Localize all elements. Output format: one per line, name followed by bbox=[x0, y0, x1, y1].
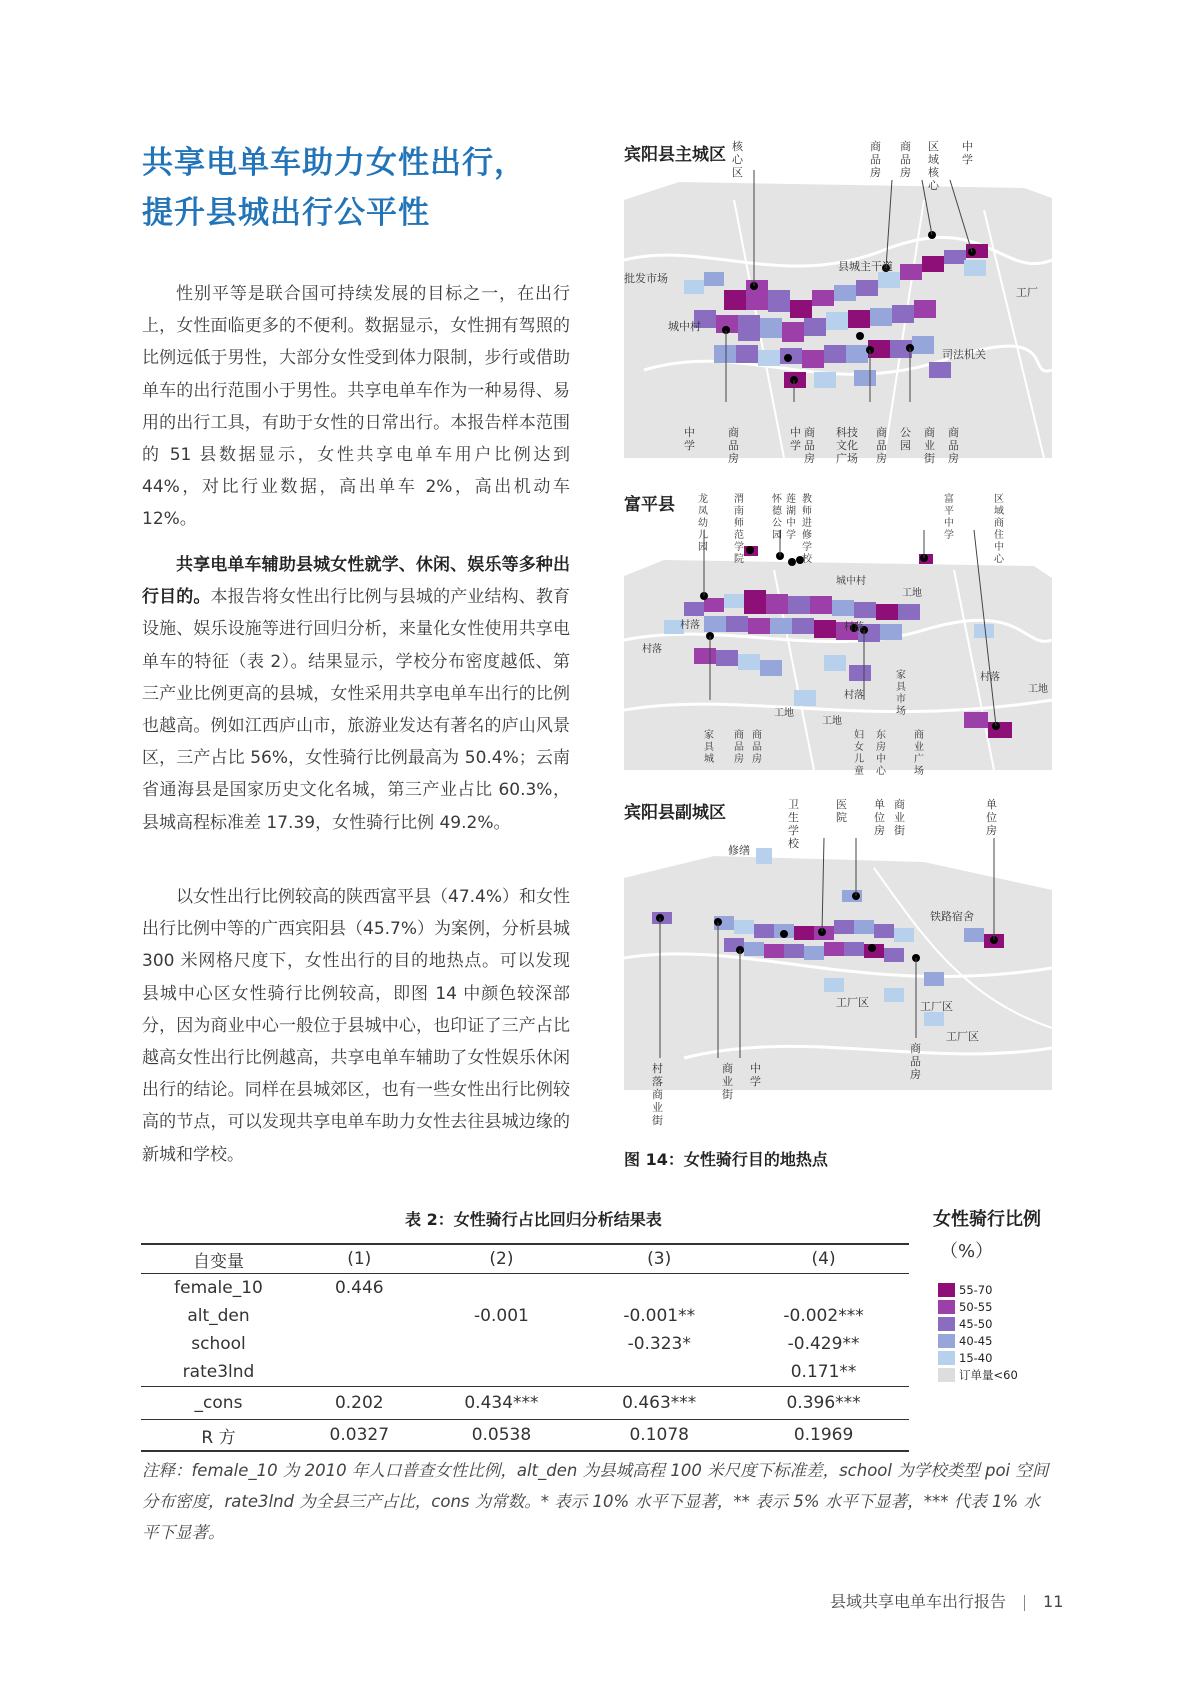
map-2-label-inline-2: 村落 bbox=[642, 644, 662, 655]
table-header: 自变量 bbox=[193, 1251, 244, 1272]
map-1-label-bottom-2: 中学 bbox=[790, 426, 801, 452]
table-cell: rate3lnd bbox=[141, 1358, 296, 1387]
page-title bbox=[142, 138, 602, 238]
map-3-label-bottom-1: 商业街 bbox=[722, 1062, 733, 1101]
map-1-label-bottom-0: 中学 bbox=[684, 426, 695, 452]
table-cell bbox=[296, 1358, 423, 1387]
map-2-label-top-5: 富平中学 bbox=[944, 494, 954, 541]
map-2-label-inline-1: 村落 bbox=[680, 620, 700, 631]
legend-item: 订单量<60 bbox=[938, 1366, 1018, 1383]
map-1-label-inline-4: 工厂 bbox=[1016, 286, 1038, 299]
map-2-title: 富平县 bbox=[624, 495, 675, 515]
table-header: (2) bbox=[489, 1249, 514, 1269]
map-2-label-bottom-2: 商品房 bbox=[752, 730, 762, 765]
map-3-label-top-2: 单位房 bbox=[874, 798, 885, 837]
legend bbox=[938, 1281, 1018, 1383]
table-cell: 0.396*** bbox=[738, 1387, 909, 1420]
map-2-label-bottom-1: 商品房 bbox=[734, 730, 744, 765]
map-2-label-inline-0: 城中村 bbox=[836, 576, 866, 587]
footer-divider bbox=[1024, 1595, 1025, 1611]
map-3-label-inline-1: 铁路宿舍 bbox=[930, 910, 974, 923]
legend-swatch bbox=[938, 1368, 955, 1382]
legend-swatch bbox=[938, 1317, 955, 1331]
map-2-label-bottom-5: 家具市场 bbox=[896, 670, 906, 717]
footer-report-name: 县域共享电单车出行报告 bbox=[830, 1592, 1007, 1611]
map-1-label-top-4: 中学 bbox=[962, 140, 973, 166]
map-3-label-top-1: 医院 bbox=[836, 798, 847, 824]
table-title: 表 2：女性骑行占比回归分析结果表 bbox=[405, 1210, 662, 1229]
table-cell: _cons bbox=[141, 1387, 296, 1420]
map-1-label-top-3: 区域核心 bbox=[928, 140, 939, 192]
map-3-label-inline-4: 工厂区 bbox=[946, 1030, 979, 1043]
table-header: (3) bbox=[647, 1249, 672, 1269]
page-number: 11 bbox=[1043, 1592, 1064, 1611]
map-1-label-inline-3: 司法机关 bbox=[942, 348, 986, 361]
page-title-line2: 提升县城出行公平性 bbox=[142, 195, 430, 231]
legend-item: 55-70 bbox=[938, 1281, 1018, 1298]
table-header: (4) bbox=[811, 1249, 836, 1269]
map-1-label-inline-0: 县城主干道 bbox=[838, 260, 893, 273]
table-cell bbox=[296, 1330, 423, 1358]
map-3-labels bbox=[624, 798, 1052, 1127]
table-row bbox=[141, 1330, 909, 1358]
paragraph-regression-body: 本报告将女性出行比例与县城的产业结构、教育设施、娱乐设施等进行回归分析，来量化女性使用共享电单车的特征（表 2）。结果显示，学校分布密度越低、第三产业比例更高的县城，女性采用共享电单车出行的比例也越高。例如江西庐山市，旅游业发达有著名的庐山风景区，三产占比 56%，女性骑行比例最高为 50.4%；云南省通海县是国家历史文化名城，第三产业占比 60.3%，县城高程标准差 17.39，女性骑行比例 49.2%。 bbox=[142, 587, 570, 833]
map-3-label-inline-2: 工厂区 bbox=[836, 996, 869, 1009]
table-cell: school bbox=[191, 1334, 246, 1354]
map-2-label-inline-4: 村落 bbox=[844, 690, 864, 701]
map-1-label-bottom-8: 商品房 bbox=[948, 426, 959, 465]
map-1-label-bottom-4: 科技文化广场 bbox=[836, 426, 858, 465]
legend-item: 50-55 bbox=[938, 1298, 1018, 1315]
map-3-label-inline-0: 修缮 bbox=[728, 844, 750, 857]
map-1-label-bottom-6: 公园 bbox=[900, 426, 911, 452]
table-cell: 0.171** bbox=[738, 1358, 909, 1387]
map-3-label-bottom-3: 商品房 bbox=[910, 1042, 921, 1081]
paragraph-gender-equality: 性别平等是联合国可持续发展的目标之一，在出行上，女性面临更多的不便利。数据显示，女性拥有驾照的比例远低于男性，大部分女性受到体力限制，步行或借助单车的出行范围小于男性。共享电单车作为一种易得、易用的出行工具，有助于女性的日常出行。本报告样本范围的 51 县数据显示，女性共享电单车用户比例达到 44%，对比行业数据，高出单车 2%，高出机动车 12%。 bbox=[142, 284, 570, 530]
map-2-label-bottom-3: 妇女儿童 bbox=[854, 730, 864, 777]
map-1-label-top-0: 核心区 bbox=[732, 140, 743, 179]
map-3-label-bottom-0: 村落商业街 bbox=[652, 1062, 663, 1127]
table-cell bbox=[580, 1358, 738, 1387]
map-2-label-bottom-4: 东房中心 bbox=[876, 730, 886, 777]
map-2-label-top-6: 区域商住中心 bbox=[994, 494, 1004, 565]
page-title-line1: 共享电单车助力女性出行， bbox=[142, 145, 526, 181]
map-2-label-bottom-6: 商业广场 bbox=[914, 730, 924, 777]
map-2-label-inline-6: 工地 bbox=[822, 716, 842, 727]
map-2-label-inline-7: 村落 bbox=[980, 672, 1000, 683]
legend-unit: （%） bbox=[940, 1241, 994, 1262]
table-row bbox=[141, 1358, 909, 1387]
map-2-label-inline-5: 工地 bbox=[774, 708, 794, 719]
table-cell: 0.202 bbox=[296, 1387, 423, 1420]
table-cell: 0.446 bbox=[334, 1278, 384, 1298]
table-cell bbox=[423, 1274, 581, 1303]
map-1-label-inline-1: 批发市场 bbox=[624, 272, 668, 285]
figure-caption: 图 14：女性骑行目的地热点 bbox=[624, 1150, 828, 1169]
page-footer bbox=[830, 1589, 1063, 1612]
table-row bbox=[141, 1302, 909, 1330]
map-3-label-inline-3: 工厂区 bbox=[920, 1000, 953, 1013]
table-header-row bbox=[141, 1244, 909, 1274]
map-1-label-bottom-7: 商业街 bbox=[924, 426, 935, 465]
table-row bbox=[141, 1274, 909, 1303]
table-cell: -0.001** bbox=[623, 1306, 696, 1326]
map-2-label-top-0: 龙凤幼儿园 bbox=[698, 494, 708, 553]
map-2-label-inline-8: 工地 bbox=[1028, 684, 1048, 695]
legend-swatch bbox=[938, 1283, 955, 1297]
table-cell bbox=[738, 1274, 909, 1303]
map-2-label-inline-9: 村落 bbox=[844, 622, 864, 633]
table-cell: 0.434*** bbox=[423, 1387, 581, 1420]
table-header: (1) bbox=[347, 1249, 372, 1269]
table-cell: -0.429** bbox=[787, 1334, 860, 1354]
map-1-labels bbox=[624, 140, 1052, 465]
map-2-label-bottom-0: 家具城 bbox=[704, 730, 714, 765]
table-cell: -0.001 bbox=[474, 1306, 529, 1326]
map-3-label-top-0: 卫生学校 bbox=[788, 798, 799, 850]
table-note: 注释：female_10 为 2010 年人口普查女性比例，alt_den 为县城高程 100 米尺度下标准差，school 为学校类型 poi 空间分布密度，rate3lnd 为全县三产占比，cons 为常数。* 表示 10% 水平下显著，** 表示 5% 水平下显著，*** 代表 1% 水平下显著。 bbox=[142, 1461, 1049, 1542]
map-3-label-top-4: 单位房 bbox=[986, 798, 997, 837]
legend-swatch bbox=[938, 1300, 955, 1314]
table-cell: female_10 bbox=[174, 1278, 263, 1298]
table-cell: alt_den bbox=[187, 1306, 250, 1326]
map-1-title: 宾阳县主城区 bbox=[624, 145, 726, 165]
legend-item: 40-45 bbox=[938, 1332, 1018, 1349]
table-cell: -0.002*** bbox=[783, 1306, 864, 1326]
table-cell: -0.323* bbox=[627, 1334, 691, 1354]
table-cell bbox=[423, 1330, 581, 1358]
table-cell bbox=[580, 1274, 738, 1303]
table-cell: 0.0327 bbox=[296, 1420, 423, 1452]
map-2-label-inline-3: 工地 bbox=[902, 588, 922, 599]
legend-item: 15-40 bbox=[938, 1349, 1018, 1366]
paragraph-regression bbox=[142, 549, 570, 839]
table-cell: 0.1969 bbox=[738, 1420, 909, 1452]
table-row bbox=[141, 1420, 909, 1452]
table-cell: 0.1078 bbox=[580, 1420, 738, 1452]
map-2-label-top-4: 教师进修学校 bbox=[802, 494, 812, 565]
table-row bbox=[141, 1387, 909, 1420]
map-1-label-top-2: 商品房 bbox=[900, 140, 911, 179]
legend-item: 45-50 bbox=[938, 1315, 1018, 1332]
table-cell: 0.0538 bbox=[423, 1420, 581, 1452]
table-cell: 0.463*** bbox=[580, 1387, 738, 1420]
map-1-label-bottom-1: 商品房 bbox=[728, 426, 739, 465]
legend-title: 女性骑行比例 bbox=[933, 1209, 1041, 1230]
paragraph-regression-lead: 共享电单车辅助县城女性就学、休闲、娱乐等多种出行目的。 bbox=[142, 555, 570, 608]
regression-table bbox=[141, 1243, 909, 1452]
legend-swatch bbox=[938, 1334, 955, 1348]
paragraph-case-study: 以女性出行比例较高的陕西富平县（47.4%）和女性出行比例中等的广西宾阳县（45.7%）为案例，分析县城 300 米网格尺度下，女性出行的目的地热点。可以发现县城中心区女性骑行比例较高，即图 14 中颜色较深部分，因为商业中心一般位于县城中心，也印证了三产占比越高女性出行比例越高，共享电单车辅助了女性娱乐休闲出行的结论。同样在县城郊区，也有一些女性出行比例较高的节点，可以发现共享电单车助力女性去往县城边缘的新城和学校。 bbox=[142, 887, 571, 1165]
map-3-label-top-3: 商业街 bbox=[894, 798, 905, 837]
map-2-label-top-3: 莲湖中学 bbox=[786, 494, 796, 541]
map-1-label-top-1: 商品房 bbox=[870, 140, 881, 179]
legend-swatch bbox=[938, 1351, 955, 1365]
map-1-label-inline-2: 城中村 bbox=[668, 320, 701, 333]
map-2-labels bbox=[624, 490, 1052, 777]
map-1-label-bottom-3: 商品房 bbox=[804, 426, 815, 465]
map-3-label-bottom-2: 中学 bbox=[750, 1062, 761, 1088]
map-2-label-top-1: 渭南师范学院 bbox=[734, 494, 744, 565]
table-cell: R 方 bbox=[141, 1420, 296, 1452]
table-cell bbox=[423, 1358, 581, 1387]
map-2-label-top-2: 怀德公园 bbox=[772, 494, 782, 541]
map-3-title: 宾阳县副城区 bbox=[624, 803, 726, 823]
table-cell bbox=[296, 1302, 423, 1330]
map-1-label-bottom-5: 商品房 bbox=[876, 426, 887, 465]
